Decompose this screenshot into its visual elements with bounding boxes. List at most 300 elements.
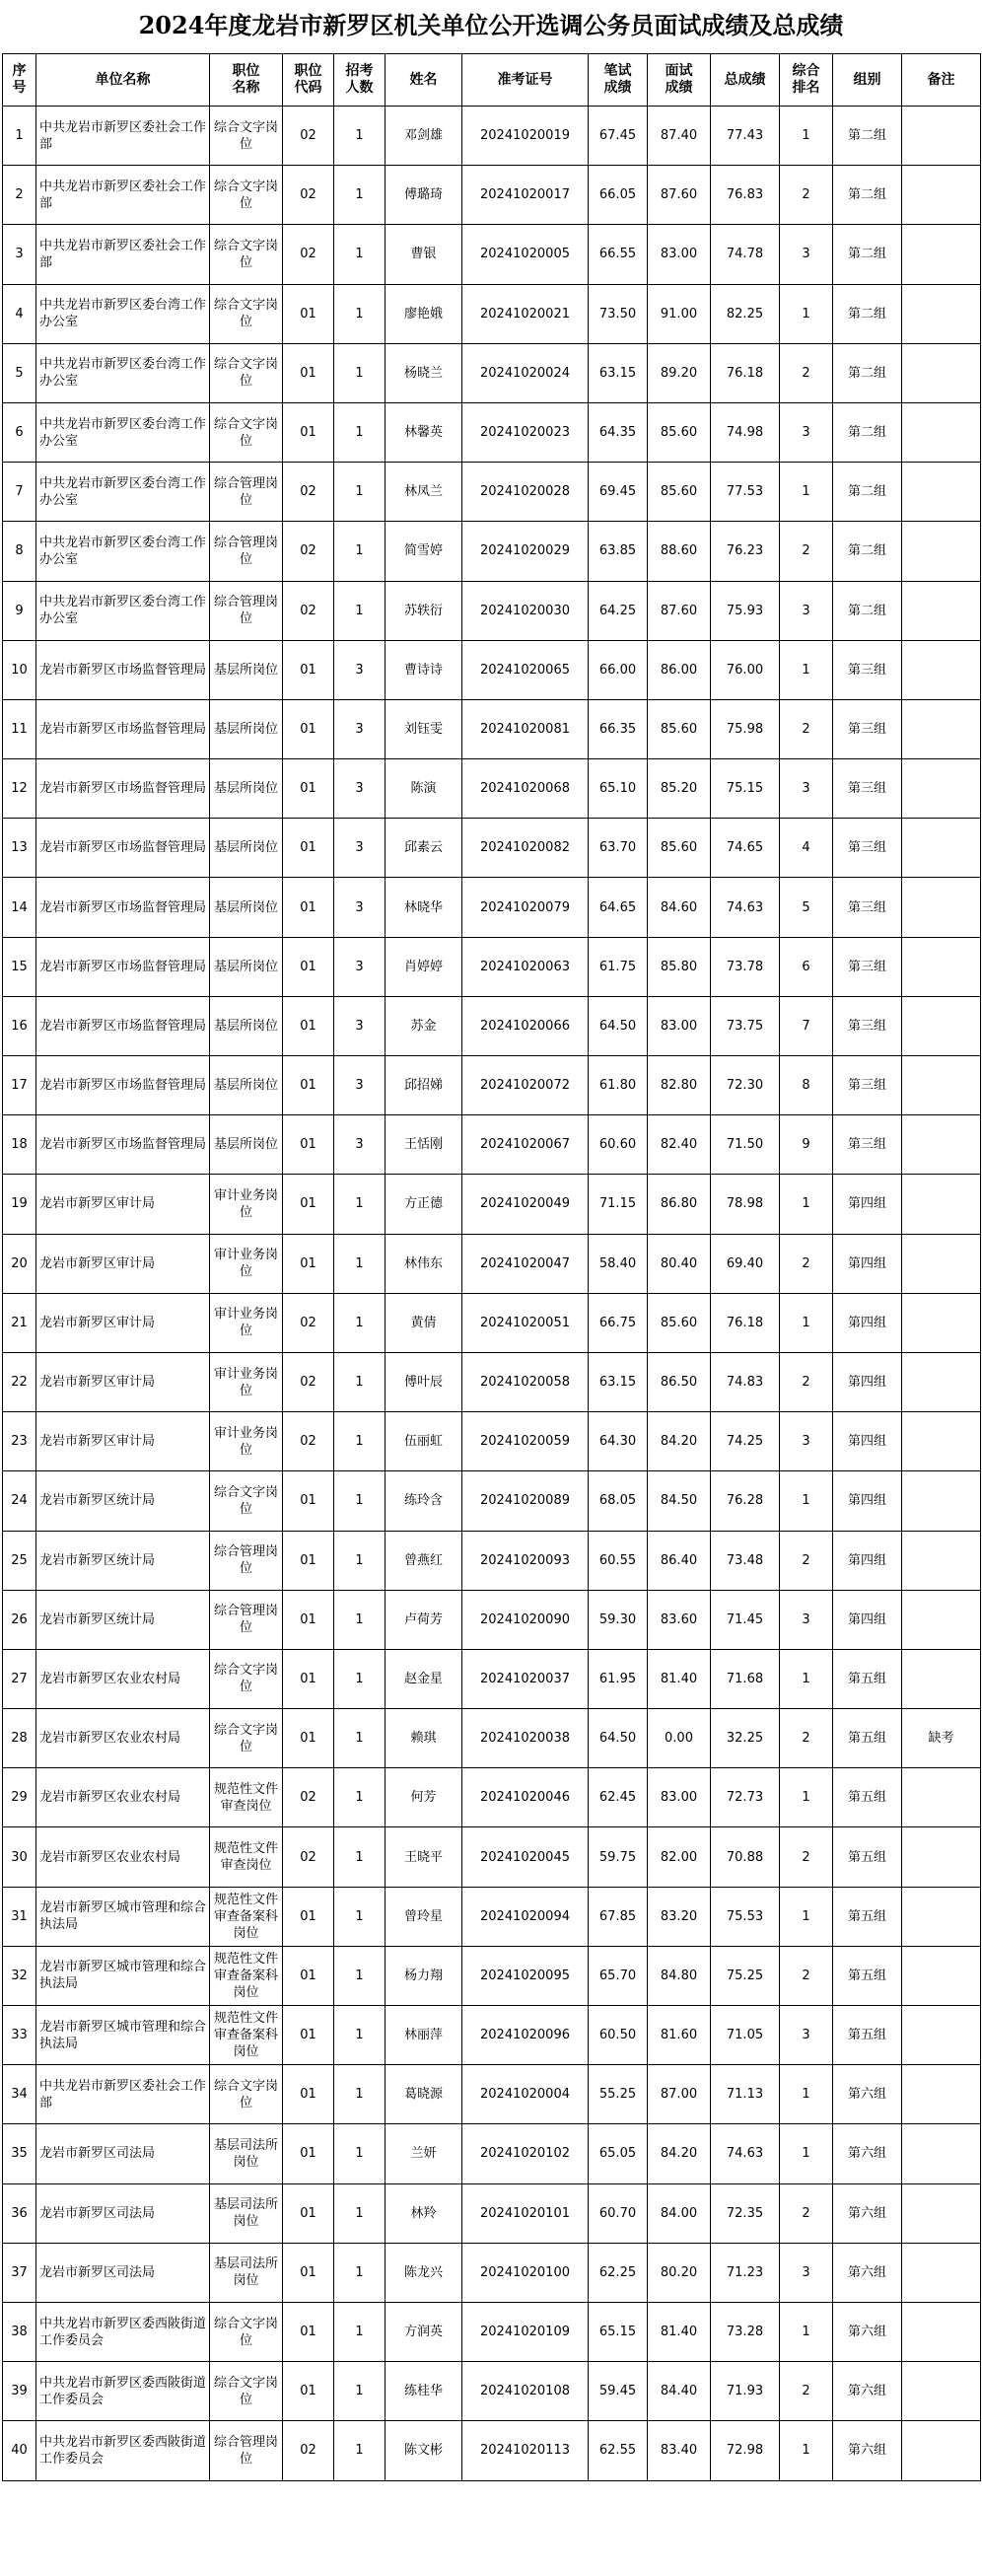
- cell-written: 61.80: [589, 1056, 648, 1115]
- cell-seq: 9: [3, 581, 36, 640]
- cell-code: 02: [283, 2421, 334, 2480]
- cell-written: 68.05: [589, 1471, 648, 1531]
- header-row: [3, 54, 981, 107]
- cell-seq: 7: [3, 463, 36, 522]
- cell-name: 廖艳娥: [386, 284, 462, 343]
- cell-rank: 3: [780, 1590, 833, 1649]
- cell-code: 01: [283, 1175, 334, 1234]
- cell-code: 01: [283, 2124, 334, 2183]
- cell-remark: [902, 343, 981, 402]
- cell-position: 基层所岗位: [210, 759, 283, 819]
- cell-total: 32.25: [711, 1709, 780, 1768]
- cell-total: 73.78: [711, 937, 780, 996]
- cell-total: 75.98: [711, 699, 780, 758]
- table-row: [3, 522, 981, 581]
- cell-name: 邓剑雄: [386, 107, 462, 166]
- cell-remark: [902, 2243, 981, 2302]
- cell-rank: 2: [780, 2362, 833, 2421]
- cell-total: 75.25: [711, 1946, 780, 2005]
- cell-remark: 缺考: [902, 1709, 981, 1768]
- cell-seq: 21: [3, 1293, 36, 1352]
- cell-group: 第四组: [833, 1412, 902, 1471]
- cell-interview: 84.40: [648, 2362, 711, 2421]
- cell-quota: 1: [334, 1946, 386, 2005]
- cell-remark: [902, 1056, 981, 1115]
- cell-group: 第四组: [833, 1234, 902, 1293]
- cell-remark: [902, 1649, 981, 1708]
- cell-name: 黄倩: [386, 1293, 462, 1352]
- cell-quota: 1: [334, 581, 386, 640]
- cell-name: 刘钰雯: [386, 699, 462, 758]
- cell-quota: 1: [334, 2006, 386, 2065]
- cell-rank: 5: [780, 878, 833, 937]
- cell-code: 02: [283, 1293, 334, 1352]
- cell-total: 71.50: [711, 1115, 780, 1175]
- cell-code: 01: [283, 1056, 334, 1115]
- cell-rank: 3: [780, 759, 833, 819]
- cell-total: 71.45: [711, 1590, 780, 1649]
- cell-exam-id: 20241020030: [462, 581, 589, 640]
- cell-written: 65.15: [589, 2302, 648, 2361]
- cell-code: 01: [283, 343, 334, 402]
- cell-unit: 龙岩市新罗区市场监督管理局: [36, 640, 210, 699]
- cell-code: 01: [283, 699, 334, 758]
- cell-code: 01: [283, 2362, 334, 2421]
- header-col-position: 职位 名称: [210, 54, 283, 107]
- cell-exam-id: 20241020081: [462, 699, 589, 758]
- cell-remark: [902, 107, 981, 166]
- cell-unit: 龙岩市新罗区农业农村局: [36, 1649, 210, 1708]
- cell-position: 综合管理岗位: [210, 1531, 283, 1590]
- cell-seq: 11: [3, 699, 36, 758]
- cell-seq: 6: [3, 402, 36, 462]
- cell-quota: 3: [334, 996, 386, 1055]
- cell-rank: 2: [780, 1709, 833, 1768]
- cell-interview: 87.40: [648, 107, 711, 166]
- cell-name: 曾燕红: [386, 1531, 462, 1590]
- table-row: [3, 1531, 981, 1590]
- cell-group: 第六组: [833, 2362, 902, 2421]
- cell-code: 01: [283, 1471, 334, 1531]
- table-row: [3, 1412, 981, 1471]
- cell-position: 综合文字岗位: [210, 1709, 283, 1768]
- cell-quota: 1: [334, 1709, 386, 1768]
- cell-unit: 中共龙岩市新罗区委台湾工作办公室: [36, 581, 210, 640]
- cell-seq: 2: [3, 166, 36, 225]
- cell-rank: 9: [780, 1115, 833, 1175]
- cell-written: 58.40: [589, 1234, 648, 1293]
- cell-position: 基层所岗位: [210, 1056, 283, 1115]
- cell-remark: [902, 1768, 981, 1827]
- cell-code: 01: [283, 1649, 334, 1708]
- cell-seq: 13: [3, 819, 36, 878]
- cell-rank: 1: [780, 1471, 833, 1531]
- cell-seq: 27: [3, 1649, 36, 1708]
- cell-unit: 中共龙岩市新罗区委社会工作部: [36, 166, 210, 225]
- cell-rank: 2: [780, 343, 833, 402]
- cell-unit: 中共龙岩市新罗区委台湾工作办公室: [36, 463, 210, 522]
- cell-quota: 3: [334, 1115, 386, 1175]
- cell-name: 苏金: [386, 996, 462, 1055]
- cell-rank: 4: [780, 819, 833, 878]
- cell-position: 基层所岗位: [210, 640, 283, 699]
- cell-group: 第五组: [833, 1709, 902, 1768]
- cell-interview: 84.20: [648, 1412, 711, 1471]
- cell-remark: [902, 463, 981, 522]
- cell-position: 基层所岗位: [210, 878, 283, 937]
- cell-total: 76.23: [711, 522, 780, 581]
- cell-written: 64.65: [589, 878, 648, 937]
- cell-quota: 1: [334, 1649, 386, 1708]
- header-col-unit: 单位名称: [36, 54, 210, 107]
- cell-exam-id: 20241020082: [462, 819, 589, 878]
- cell-name: 伍丽虹: [386, 1412, 462, 1471]
- cell-interview: 81.40: [648, 2302, 711, 2361]
- header-col-code: 职位 代码: [283, 54, 334, 107]
- cell-unit: 龙岩市新罗区农业农村局: [36, 1768, 210, 1827]
- cell-quota: 1: [334, 2124, 386, 2183]
- cell-interview: 84.60: [648, 878, 711, 937]
- cell-quota: 1: [334, 1352, 386, 1411]
- table-row: [3, 640, 981, 699]
- table-row: [3, 1887, 981, 1946]
- cell-written: 59.30: [589, 1590, 648, 1649]
- cell-total: 76.18: [711, 343, 780, 402]
- cell-interview: 83.00: [648, 1768, 711, 1827]
- cell-code: 01: [283, 2006, 334, 2065]
- cell-quota: 3: [334, 937, 386, 996]
- table-row: [3, 463, 981, 522]
- cell-group: 第二组: [833, 402, 902, 462]
- cell-seq: 23: [3, 1412, 36, 1471]
- cell-remark: [902, 2302, 981, 2361]
- cell-group: 第二组: [833, 107, 902, 166]
- cell-position: 规范性文件审查备案科岗位: [210, 1887, 283, 1946]
- cell-quota: 1: [334, 522, 386, 581]
- cell-written: 60.70: [589, 2183, 648, 2243]
- table-row: [3, 1175, 981, 1234]
- cell-written: 63.85: [589, 522, 648, 581]
- table-row: [3, 2065, 981, 2124]
- cell-rank: 1: [780, 1768, 833, 1827]
- cell-written: 67.85: [589, 1887, 648, 1946]
- cell-total: 70.88: [711, 1827, 780, 1887]
- cell-exam-id: 20241020046: [462, 1768, 589, 1827]
- cell-interview: 85.20: [648, 759, 711, 819]
- cell-group: 第六组: [833, 2183, 902, 2243]
- cell-unit: 龙岩市新罗区市场监督管理局: [36, 878, 210, 937]
- table-row: [3, 759, 981, 819]
- cell-group: 第五组: [833, 1946, 902, 2005]
- cell-remark: [902, 937, 981, 996]
- cell-group: 第三组: [833, 937, 902, 996]
- cell-rank: 2: [780, 166, 833, 225]
- cell-quota: 1: [334, 1827, 386, 1887]
- cell-quota: 3: [334, 699, 386, 758]
- cell-remark: [902, 819, 981, 878]
- cell-exam-id: 20241020028: [462, 463, 589, 522]
- cell-position: 审计业务岗位: [210, 1234, 283, 1293]
- cell-remark: [902, 1234, 981, 1293]
- cell-group: 第三组: [833, 699, 902, 758]
- cell-interview: 83.00: [648, 996, 711, 1055]
- cell-code: 01: [283, 1115, 334, 1175]
- cell-remark: [902, 996, 981, 1055]
- cell-exam-id: 20241020101: [462, 2183, 589, 2243]
- cell-code: 02: [283, 107, 334, 166]
- cell-code: 01: [283, 2183, 334, 2243]
- cell-rank: 1: [780, 640, 833, 699]
- cell-rank: 2: [780, 522, 833, 581]
- cell-position: 综合管理岗位: [210, 1590, 283, 1649]
- cell-remark: [902, 1946, 981, 2005]
- cell-unit: 龙岩市新罗区市场监督管理局: [36, 996, 210, 1055]
- cell-name: 陈演: [386, 759, 462, 819]
- table-row: [3, 284, 981, 343]
- cell-total: 74.98: [711, 402, 780, 462]
- cell-seq: 12: [3, 759, 36, 819]
- cell-quota: 3: [334, 640, 386, 699]
- cell-position: 审计业务岗位: [210, 1412, 283, 1471]
- cell-written: 71.15: [589, 1175, 648, 1234]
- cell-unit: 龙岩市新罗区市场监督管理局: [36, 1115, 210, 1175]
- cell-total: 82.25: [711, 284, 780, 343]
- cell-unit: 龙岩市新罗区市场监督管理局: [36, 937, 210, 996]
- cell-name: 卢荷芳: [386, 1590, 462, 1649]
- cell-code: 01: [283, 1946, 334, 2005]
- cell-written: 64.30: [589, 1412, 648, 1471]
- cell-group: 第二组: [833, 166, 902, 225]
- cell-seq: 30: [3, 1827, 36, 1887]
- cell-written: 65.70: [589, 1946, 648, 2005]
- cell-group: 第三组: [833, 819, 902, 878]
- cell-remark: [902, 2006, 981, 2065]
- cell-remark: [902, 581, 981, 640]
- cell-interview: 85.60: [648, 1293, 711, 1352]
- header-col-group: 组别: [833, 54, 902, 107]
- cell-exam-id: 20241020059: [462, 1412, 589, 1471]
- cell-exam-id: 20241020090: [462, 1590, 589, 1649]
- cell-total: 74.65: [711, 819, 780, 878]
- cell-code: 01: [283, 1590, 334, 1649]
- cell-unit: 龙岩市新罗区审计局: [36, 1234, 210, 1293]
- cell-unit: 龙岩市新罗区统计局: [36, 1471, 210, 1531]
- cell-group: 第三组: [833, 1115, 902, 1175]
- cell-interview: 85.60: [648, 463, 711, 522]
- cell-written: 66.35: [589, 699, 648, 758]
- cell-unit: 龙岩市新罗区市场监督管理局: [36, 699, 210, 758]
- cell-code: 01: [283, 996, 334, 1055]
- cell-position: 审计业务岗位: [210, 1293, 283, 1352]
- cell-interview: 87.60: [648, 166, 711, 225]
- cell-name: 林凤兰: [386, 463, 462, 522]
- table-row: [3, 2421, 981, 2480]
- cell-written: 55.25: [589, 2065, 648, 2124]
- cell-name: 邱招娣: [386, 1056, 462, 1115]
- table-row: [3, 878, 981, 937]
- cell-group: 第五组: [833, 1827, 902, 1887]
- cell-name: 方正德: [386, 1175, 462, 1234]
- table-row: [3, 1946, 981, 2005]
- cell-quota: 1: [334, 1531, 386, 1590]
- cell-group: 第二组: [833, 463, 902, 522]
- cell-name: 葛晓源: [386, 2065, 462, 2124]
- cell-remark: [902, 1471, 981, 1531]
- cell-total: 72.73: [711, 1768, 780, 1827]
- cell-rank: 8: [780, 1056, 833, 1115]
- cell-unit: 龙岩市新罗区司法局: [36, 2183, 210, 2243]
- cell-unit: 龙岩市新罗区司法局: [36, 2243, 210, 2302]
- cell-written: 66.55: [589, 225, 648, 284]
- cell-group: 第六组: [833, 2124, 902, 2183]
- cell-unit: 龙岩市新罗区农业农村局: [36, 1827, 210, 1887]
- cell-name: 苏轶衍: [386, 581, 462, 640]
- cell-code: 01: [283, 1234, 334, 1293]
- cell-quota: 1: [334, 2243, 386, 2302]
- cell-rank: 3: [780, 225, 833, 284]
- cell-rank: 1: [780, 2124, 833, 2183]
- cell-rank: 1: [780, 2065, 833, 2124]
- cell-rank: 2: [780, 699, 833, 758]
- cell-remark: [902, 2065, 981, 2124]
- cell-total: 77.53: [711, 463, 780, 522]
- cell-group: 第三组: [833, 878, 902, 937]
- cell-remark: [902, 1175, 981, 1234]
- cell-code: 02: [283, 1352, 334, 1411]
- table-row: [3, 2183, 981, 2243]
- cell-group: 第四组: [833, 1471, 902, 1531]
- cell-position: 综合管理岗位: [210, 522, 283, 581]
- cell-written: 62.55: [589, 2421, 648, 2480]
- cell-exam-id: 20241020072: [462, 1056, 589, 1115]
- cell-rank: 3: [780, 1412, 833, 1471]
- table-row: [3, 1056, 981, 1115]
- cell-name: 林伟东: [386, 1234, 462, 1293]
- cell-name: 林羚: [386, 2183, 462, 2243]
- cell-group: 第六组: [833, 2421, 902, 2480]
- cell-code: 01: [283, 1887, 334, 1946]
- table-row: [3, 1115, 981, 1175]
- cell-remark: [902, 1590, 981, 1649]
- cell-interview: 89.20: [648, 343, 711, 402]
- cell-remark: [902, 2124, 981, 2183]
- cell-exam-id: 20241020049: [462, 1175, 589, 1234]
- cell-name: 曾玲星: [386, 1887, 462, 1946]
- cell-written: 59.45: [589, 2362, 648, 2421]
- table-row: [3, 343, 981, 402]
- cell-code: 01: [283, 640, 334, 699]
- cell-quota: 1: [334, 1412, 386, 1471]
- cell-total: 74.25: [711, 1412, 780, 1471]
- cell-seq: 10: [3, 640, 36, 699]
- cell-position: 综合文字岗位: [210, 284, 283, 343]
- cell-quota: 1: [334, 343, 386, 402]
- cell-unit: 龙岩市新罗区农业农村局: [36, 1709, 210, 1768]
- cell-quota: 1: [334, 2421, 386, 2480]
- cell-quota: 1: [334, 1293, 386, 1352]
- cell-interview: 83.20: [648, 1887, 711, 1946]
- cell-quota: 1: [334, 1175, 386, 1234]
- cell-exam-id: 20241020113: [462, 2421, 589, 2480]
- table-row: [3, 996, 981, 1055]
- table-body: [3, 107, 981, 2481]
- header-col-seq: 序号: [3, 54, 36, 107]
- cell-total: 76.18: [711, 1293, 780, 1352]
- cell-code: 01: [283, 878, 334, 937]
- cell-written: 61.95: [589, 1649, 648, 1708]
- table-row: [3, 107, 981, 166]
- cell-seq: 18: [3, 1115, 36, 1175]
- cell-position: 规范性文件审查备案科岗位: [210, 2006, 283, 2065]
- table-row: [3, 2006, 981, 2065]
- cell-position: 基层所岗位: [210, 699, 283, 758]
- cell-quota: 1: [334, 1234, 386, 1293]
- table-row: [3, 1827, 981, 1887]
- cell-total: 72.98: [711, 2421, 780, 2480]
- cell-quota: 1: [334, 463, 386, 522]
- cell-rank: 1: [780, 463, 833, 522]
- cell-code: 01: [283, 2243, 334, 2302]
- cell-exam-id: 20241020017: [462, 166, 589, 225]
- cell-rank: 2: [780, 1531, 833, 1590]
- cell-code: 01: [283, 819, 334, 878]
- cell-exam-id: 20241020029: [462, 522, 589, 581]
- table-row: [3, 2243, 981, 2302]
- cell-group: 第二组: [833, 522, 902, 581]
- cell-position: 基层司法所岗位: [210, 2124, 283, 2183]
- cell-quota: 3: [334, 759, 386, 819]
- cell-remark: [902, 1293, 981, 1352]
- cell-quota: 1: [334, 2183, 386, 2243]
- cell-group: 第四组: [833, 1293, 902, 1352]
- header-col-written: 笔试 成绩: [589, 54, 648, 107]
- cell-group: 第二组: [833, 225, 902, 284]
- cell-interview: 85.60: [648, 819, 711, 878]
- cell-group: 第四组: [833, 1531, 902, 1590]
- cell-written: 66.05: [589, 166, 648, 225]
- cell-unit: 龙岩市新罗区城市管理和综合执法局: [36, 1946, 210, 2005]
- cell-name: 曹诗诗: [386, 640, 462, 699]
- cell-exam-id: 20241020093: [462, 1531, 589, 1590]
- cell-name: 何芳: [386, 1768, 462, 1827]
- header-col-rank: 综合 排名: [780, 54, 833, 107]
- cell-seq: 3: [3, 225, 36, 284]
- cell-seq: 25: [3, 1531, 36, 1590]
- cell-position: 综合文字岗位: [210, 107, 283, 166]
- table-row: [3, 819, 981, 878]
- cell-total: 71.68: [711, 1649, 780, 1708]
- cell-interview: 83.00: [648, 225, 711, 284]
- cell-exam-id: 20241020063: [462, 937, 589, 996]
- cell-interview: 84.80: [648, 1946, 711, 2005]
- cell-total: 74.78: [711, 225, 780, 284]
- cell-seq: 14: [3, 878, 36, 937]
- header-col-quota: 招考 人数: [334, 54, 386, 107]
- table-row: [3, 2362, 981, 2421]
- cell-position: 基层司法所岗位: [210, 2243, 283, 2302]
- cell-group: 第五组: [833, 1768, 902, 1827]
- cell-remark: [902, 2421, 981, 2480]
- cell-exam-id: 20241020109: [462, 2302, 589, 2361]
- cell-unit: 龙岩市新罗区市场监督管理局: [36, 759, 210, 819]
- cell-group: 第三组: [833, 759, 902, 819]
- cell-code: 02: [283, 225, 334, 284]
- page-title: 2024年度龙岩市新罗区机关单位公开选调公务员面试成绩及总成绩: [138, 11, 844, 39]
- cell-code: 01: [283, 402, 334, 462]
- cell-name: 王恬刚: [386, 1115, 462, 1175]
- cell-name: 肖婷婷: [386, 937, 462, 996]
- cell-remark: [902, 878, 981, 937]
